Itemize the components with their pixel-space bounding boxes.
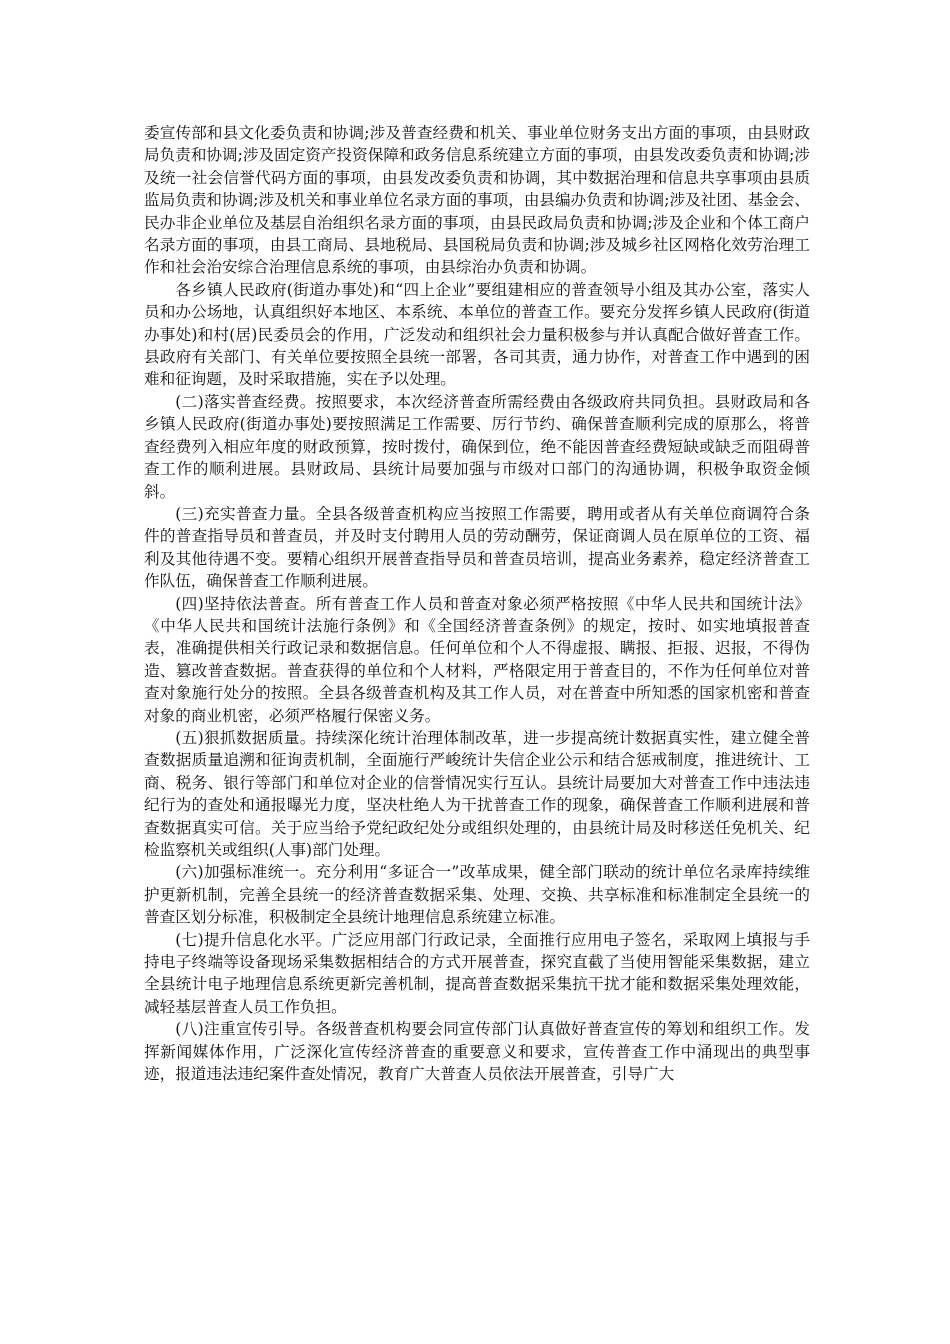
paragraph-staffing: (三)充实普查力量。全县各级普查机构应当按照工作需要，聘用或者从有关单位商调符合条件的普查指导员和普查员，并及时支付聘用人员的劳动酬劳，保证商调人员在原单位的工资、福利及其他待遇不变。要精心组织开展普查指导员和普查员培训，提高业务素养，稳定经济普查工作队伍，确保普查工作顺利进展。 — [144, 504, 810, 591]
paragraph-data-quality: (五)狠抓数据质量。持续深化统计治理体制改革，进一步提高统计数据真实性，建立健全普查数据质量追溯和征询责机制，全面施行严峻统计失信企业公示和结合惩戒制度，推进统计、工商、税务、银行等部门和单位对企业的信誉情况实行互认。县统计局要加大对普查工作中违法违纪行为的查处和通报曝光力度，坚决杜绝人为干扰普查工作的现象，确保普查工作顺利进展和普查数据真实可信。关于应当给予党纪政纪处分或组织处理的，由县统计局及时移送任免机关、纪检监察机关或组织(人事)部门处理。 — [144, 728, 810, 859]
paragraph-continued: 委宣传部和县文化委负责和协调;涉及普查经费和机关、事业单位财务支出方面的事项，由县财政局负责和协调;涉及固定资产投资保障和政务信息系统建立方面的事项，由县发改委负责和协调;涉及统一社会信誉代码方面的事项，由县发改委负责和协调，其中数据治理和信息共享事项由县质监局负责和协调;涉及机关和事业单位名录方面的事项，由县编办负责和协调;涉及社团、基金会、民办非企业单位及基层自治组织名录方面的事项，由县民政局负责和协调;涉及企业和个体工商户名录方面的事项，由县工商局、县地税局、县国税局负责和协调;涉及城乡社区网格化效劳治理工作和社会治安综合治理信息系统的事项，由县综治办负责和协调。 — [144, 124, 810, 277]
document-body — [144, 122, 810, 1085]
paragraph-publicity: (八)注重宣传引导。各级普查机构要会同宣传部门认真做好普查宣传的筹划和组织工作。发挥新闻媒体作用，广泛深化宣传经济普查的重要意义和要求，宣传普查工作中涌现出的典型事迹，报道违法违纪案件查处情况，教育广大普查人员依法开展普查，引导广大 — [144, 1020, 810, 1084]
paragraph-legal: (四)坚持依法普查。所有普查工作人员和普查对象必须严格按照《中华人民共和国统计法》《中华人民共和国统计法施行条例》和《全国经济普查条例》的规定，按时、如实地填报普查表，准确提供相关行政记录和数据信息。任何单位和个人不得虚报、瞒报、拒报、迟报，不得伪造、篡改普查数据。普查获得的单位和个人材料，严格限定用于普查目的，不作为任何单位对普查对象施行处分的按照。全县各级普查机构及其工作人员，对在普查中所知悉的国家机密和普查对象的商业机密，必须严格履行保密义务。 — [144, 594, 810, 725]
paragraph-organization: 各乡镇人民政府(街道办事处)和“四上企业”要组建相应的普查领导小组及其办公室，落实人员和办公场地，认真组织好本地区、本系统、本单位的普查工作。要充分发挥乡镇人民政府(街道办事处)和村(居)民委员会的作用，广泛发动和组织社会力量积极参与并认真配合做好普查工作。县政府有关部门、有关单位要按照全县统一部署，各司其责，通力协作，对普查工作中遇到的困难和征询题，及时采取措施，实在予以处理。 — [144, 280, 810, 389]
paragraph-informatization: (七)提升信息化水平。广泛应用部门行政记录，全面推行应用电子签名，采取网上填报与手持电子终端等设备现场采集数据相结合的方式开展普查，探究直截了当使用智能采集数据，建立全县统计电子地理信息系统更新完善机制，提高普查数据采集抗干扰才能和数据采集处理效能，减轻基层普查人员工作负担。 — [144, 930, 810, 1016]
paragraph-standards: (六)加强标准统一。充分利用“多证合一”改革成果，健全部门联动的统计单位名录库持续维护更新机制，完善全县统一的经济普查数据采集、处理、交换、共享标准和标准制定全县统一的普查区划分标准，积极制定全县统计地理信息系统建立标准。 — [144, 863, 810, 927]
paragraph-funding: (二)落实普查经费。按照要求，本次经济普查所需经费由各级政府共同负担。县财政局和各乡镇人民政府(街道办事处)要按照满足工作需要、厉行节约、确保普查顺利完成的原那么，将普查经费列入相应年度的财政预算，按时拨付，确保到位，绝不能因普查经费短缺或缺乏而阻碍普查工作的顺利进展。县财政局、县统计局要加强与市级对口部门的沟通协调，积极争取资金倾斜。 — [144, 392, 810, 501]
